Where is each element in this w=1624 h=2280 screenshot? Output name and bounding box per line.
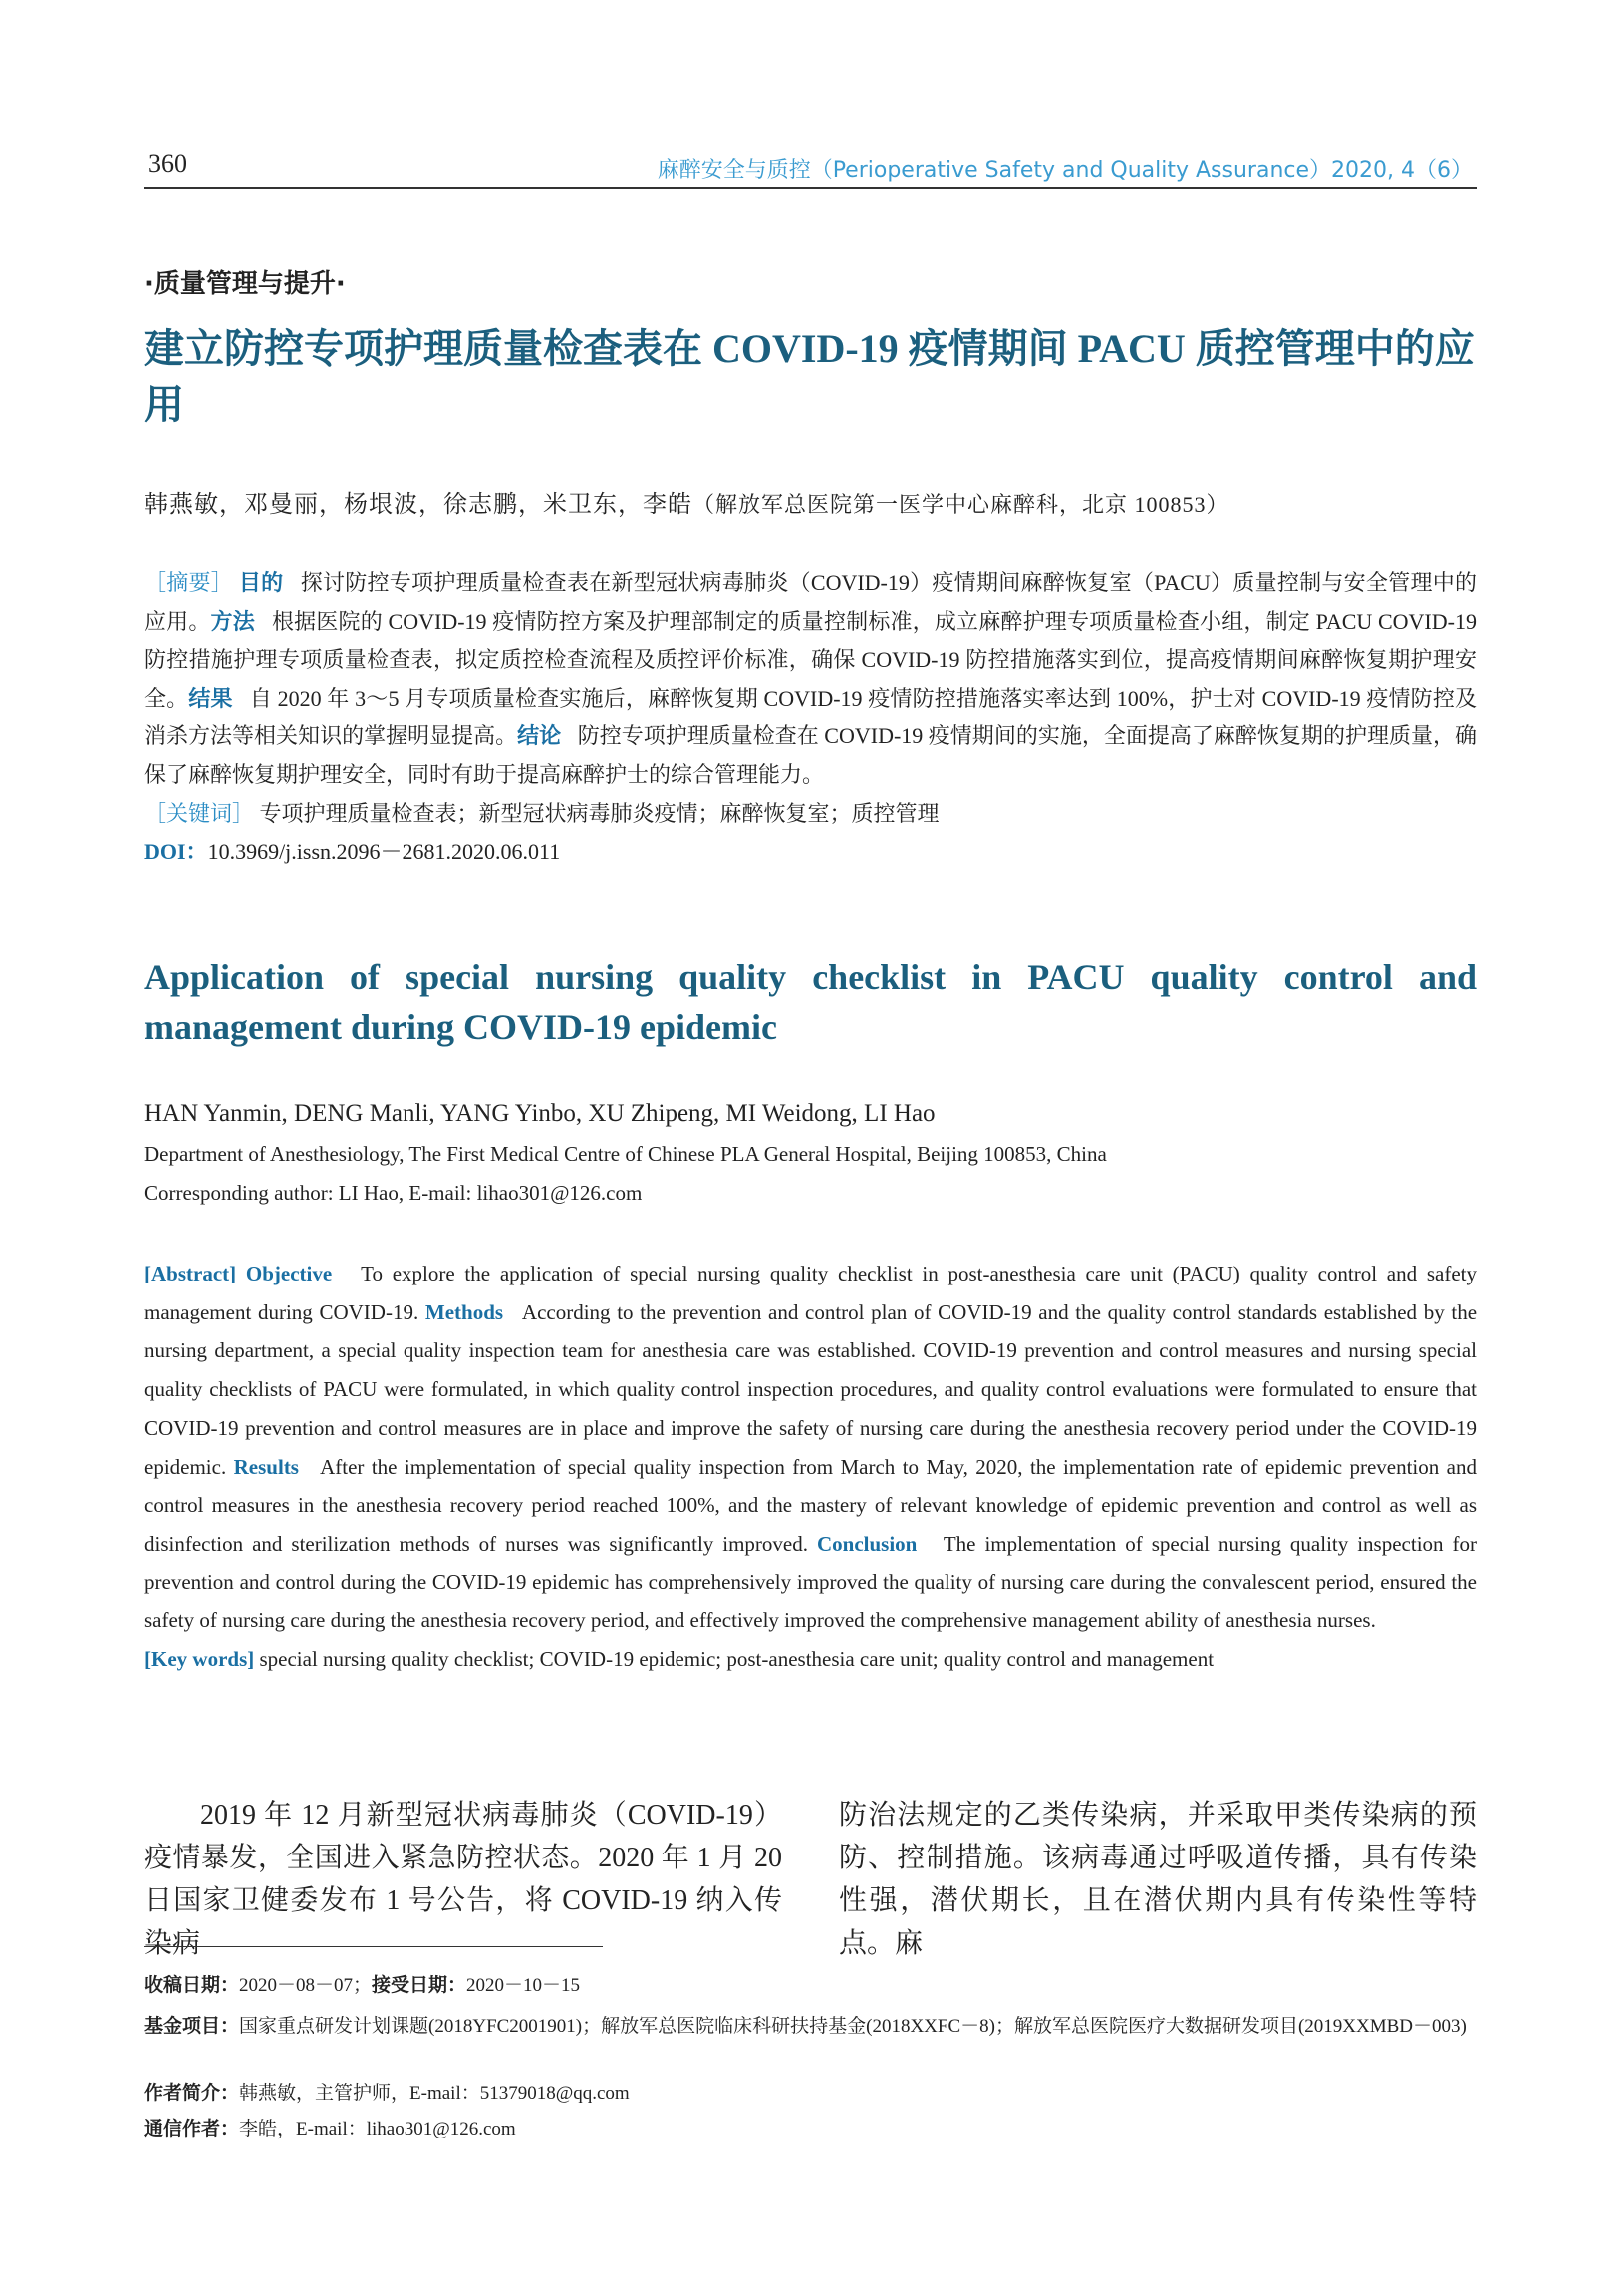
- methods-label: 方法: [210, 608, 255, 634]
- running-header: [144, 145, 1477, 189]
- journal-name: 麻醉安全与质控（Perioperative Safety and Quality Assurance）2020, 4（6）: [657, 158, 1473, 183]
- fund-text: 国家重点研发计划课题(2018YFC2001901)；解放军总医院临床科研扶持基金(2018XXFC－8)；解放军总医院医疗大数据研发项目(2019XXMBD－003): [239, 2016, 1467, 2037]
- english-department: Department of Anesthesiology, The First Medical Centre of Chinese PLA General Hospital, Beijing 100853, China: [144, 1142, 1107, 1166]
- english-abstract: [144, 1255, 1477, 1679]
- keywords-label: [Key words]: [144, 1647, 255, 1672]
- column-label: ·质量管理与提升·: [144, 269, 346, 299]
- footnote-dates: [144, 1973, 1477, 1998]
- corr-label: 通信作者：: [144, 2118, 240, 2139]
- footnote-rule: [144, 1946, 603, 1947]
- accepted-date: 2020－10－15: [466, 1975, 581, 1996]
- results-text: 自 2020 年 3～5 月专项质量检查实施后，麻醉恢复期 COVID-19 疫情防控措施落实率达到 100%，护士对 COVID-19 疫情防控及消杀方法等相关知识的掌握明显提高。: [144, 685, 1478, 749]
- accepted-label: 接受日期：: [372, 1974, 467, 1996]
- received-label: 收稿日期：: [144, 1974, 240, 1996]
- objective-label: 目的: [238, 570, 284, 595]
- chinese-authors: [144, 484, 1229, 519]
- methods-text: According to the prevention and control plan of COVID-19 and the quality control standards established by the nursing department, a special quality inspection team for anesthesia care was established. COVID-19 prevention and control measures and nursing special quality checklists of PACU were formulated, in which quality control inspection procedures, and quality control evaluations were formulated to ensure that COVID-19 prevention and control measures are in place and improve the safety of nursing care during the anesthesia recovery period under the COVID-19 epidemic.: [144, 1299, 1478, 1479]
- affiliation: （解放军总医院第一医学中心麻醉科，北京 100853）: [692, 492, 1229, 517]
- methods-text: 根据医院的 COVID-19 疫情防控方案及护理部制定的质量控制标准，成立麻醉护理专项质量检查小组，制定 PACU COVID-19 防控措施护理专项质量检查表，拟定质控检查流程及质控评价标准，确保 COVID-19 防控措施落实到位，提高疫情期间麻醉恢复期护理安全。: [144, 608, 1477, 711]
- fund-label: 基金项目：: [144, 2015, 240, 2037]
- doi-text[interactable]: 10.3969/j.issn.2096－2681.2020.06.011: [207, 839, 561, 865]
- keywords-text: 专项护理质量检查表；新型冠状病毒肺炎疫情；麻醉恢复室；质控管理: [259, 800, 940, 826]
- keywords-label: ［关键词］: [144, 800, 255, 826]
- results-label: Results: [233, 1454, 299, 1479]
- footnote-fund: [144, 2009, 1477, 2044]
- conclusion-text: 防控专项护理质量检查在 COVID-19 疫情期间的实施，全面提高了麻醉恢复期的护理质量，确保了麻醉恢复期护理安全，同时有助于提高麻醉护士的综合管理能力。: [144, 723, 1477, 787]
- objective-text: 探讨防控专项护理质量检查表在新型冠状病毒肺炎（COVID-19）疫情期间麻醉恢复室（PACU）质量控制与安全管理中的应用。: [144, 570, 1477, 634]
- bio-text: 韩燕敏，主管护师，E-mail：51379018@qq.com: [239, 2083, 630, 2104]
- chinese-abstract: [144, 564, 1477, 872]
- english-authors: HAN Yanmin, DENG Manli, YANG Yinbo, XU Zhipeng, MI Weidong, LI Hao: [144, 1100, 936, 1127]
- footnote-bio: [144, 2081, 1477, 2106]
- body-left-column: 2019 年 12 月新型冠状病毒肺炎（COVID-19）疫情暴发，全国进入紧急防控状态。2020 年 1 月 20 日国家卫健委发布 1 号公告，将 COVID-19 纳入传染病: [144, 1800, 782, 1959]
- english-title: Application of special nursing quality checklist in PACU quality control and management during COVID-19 epidemic: [144, 957, 1477, 1047]
- conclusion-label: Conclusion: [816, 1531, 918, 1556]
- bio-label: 作者简介：: [144, 2082, 240, 2104]
- methods-label: Methods: [424, 1299, 504, 1324]
- abstract-label: [Abstract]: [144, 1262, 237, 1285]
- corr-text: 李皓，E-mail：lihao301@126.com: [239, 2119, 516, 2139]
- body-right-column: 防治法规定的乙类传染病，并采取甲类传染病的预防、控制措施。该病毒通过呼吸道传播，具有传染性强，潜伏期长，且在潜伏期内具有传染性等特点。麻: [839, 1800, 1477, 1959]
- chinese-title: 建立防控专项护理质量检查表在 COVID-19 疫情期间 PACU 质控管理中的应用: [144, 326, 1475, 427]
- results-label: 结果: [188, 685, 233, 711]
- conclusion-text: The implementation of special nursing quality inspection for prevention and control during the COVID-19 epidemic has comprehensively improved the quality of nursing care during the convalescent period, ensured the safety of nursing care during the anesthesia recovery period, and effectively improved the comprehensive management ability of anesthesia nurses.: [144, 1531, 1477, 1633]
- results-text: After the implementation of special quality inspection from March to May, 2020, the implementation rate of epidemic prevention and control measures in the anesthesia recovery period reached 100%, and the mastery of relevant knowledge of epidemic prevention and control as well as disinfection and sterilization methods of nurses was significantly improved.: [144, 1454, 1477, 1556]
- received-date: 2020－08－07；: [239, 1975, 373, 1996]
- objective-text: To explore the application of special nursing quality checklist in post-anesthesia care unit (PACU) quality control and safety management during COVID-19.: [144, 1262, 1478, 1324]
- english-corresponding: Corresponding author: LI Hao, E-mail: lihao301@126.com: [144, 1181, 643, 1205]
- abstract-label: ［摘要］: [144, 570, 234, 595]
- doi-label: DOI：: [144, 839, 208, 865]
- objective-label: Objective: [245, 1262, 333, 1285]
- keywords-text: special nursing quality checklist; COVID-19 epidemic; post-anesthesia care unit; quality control and management: [259, 1647, 1215, 1672]
- page-number: 360: [148, 149, 187, 178]
- author-list: 韩燕敏，邓曼丽，杨垠波，徐志鹏，米卫东，李皓: [144, 492, 692, 518]
- footnote-corresponding: [144, 2117, 1477, 2141]
- conclusion-label: 结论: [517, 723, 562, 749]
